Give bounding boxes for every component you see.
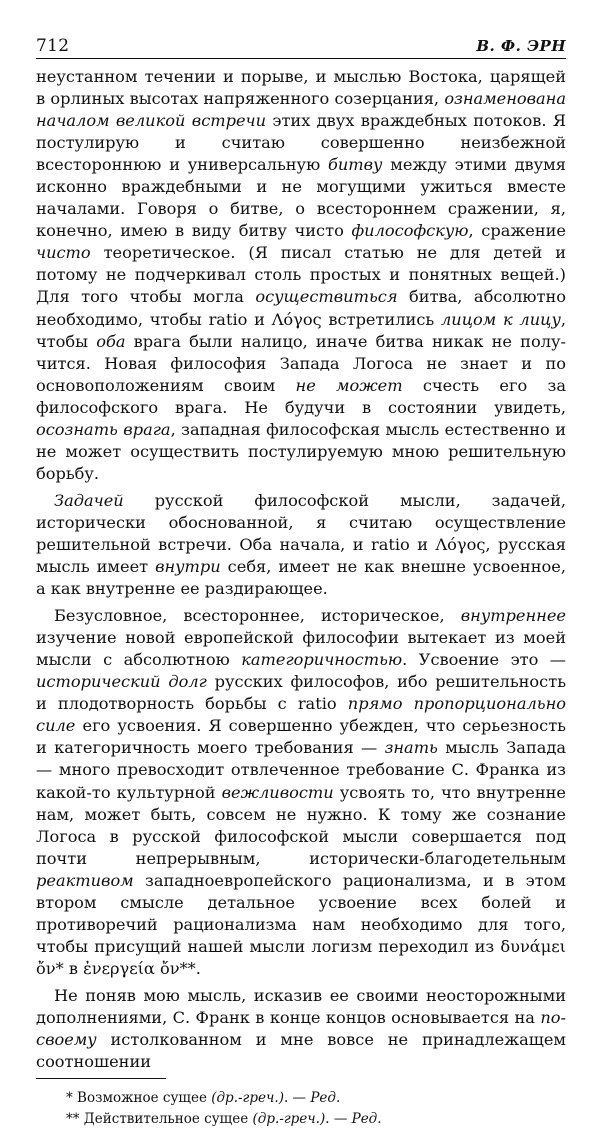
- emphasis-text: философскую: [351, 221, 469, 241]
- text-run: неустанном течении и порыве, и мыслью Востока, царящей в орлиных высотах напряженного созерцания,: [36, 67, 566, 109]
- emphasis-text: реактивом: [36, 870, 134, 890]
- emphasis-text: (др.-греч.): [211, 1090, 284, 1107]
- text-run: между этими двумя исконно враждебными и не могущими ужиться вместе началами. Говоря о битве, о всестороннем сражении, я, конечно, имею в виду битву чисто: [36, 155, 566, 241]
- emphasis-text: знать: [384, 738, 438, 758]
- emphasis-text: (др.-греч.): [252, 1111, 326, 1128]
- text-run: этих двух враждебных потоков. Я постулирую и считаю совершенно неизбежной всестороннюю и универсальную: [36, 111, 566, 175]
- text-run: мысль Запада — много превосходит отвлеченное требование С. Франка из какой-то культурной: [36, 738, 566, 802]
- text-run: , чтобы: [36, 309, 566, 351]
- emphasis-text: осуществиться: [255, 287, 398, 307]
- text-run: счесть его за философского врага. Не будучи в состоянии увидеть,: [36, 375, 567, 417]
- text-run: Не поняв мою мысль, исказив ее своими неосторожными дополнениями, С. Франк в конце концов основывается на: [36, 985, 566, 1027]
- text-run: битва, абсолютно необходимо, чтобы ratio и Λόγος встретились: [36, 287, 567, 329]
- emphasis-text: чисто: [36, 243, 91, 263]
- emphasis-text: категоричностью: [241, 650, 403, 670]
- text-run: себя, имеет не как внешне усвоенное, а как внутренне ее раздирающее.: [36, 557, 566, 599]
- emphasis-text: по-своему: [36, 1007, 566, 1050]
- text-run: Безусловное, всестороннее, историческое,: [54, 606, 461, 626]
- footnote-divider: [36, 1078, 166, 1079]
- text-run: врага были налицо, иначе битва никак не получится. Новая философия Запада Логоса не знает и по основоположениям своим: [36, 331, 566, 395]
- emphasis-text: вежливости: [221, 782, 334, 802]
- footnote: [36, 1109, 566, 1130]
- text-run: , западная философская мысль естественно и не может осуществить постулируемую мною решительную борьбу.: [36, 419, 567, 483]
- emphasis-text: оба: [96, 331, 126, 351]
- paragraph: [36, 66, 566, 485]
- text-run: истолкованном и мне вовсе не принадлежащем соотношении: [36, 1030, 566, 1072]
- text-run: , сражение: [468, 221, 567, 241]
- emphasis-text: Ред.: [310, 1090, 341, 1107]
- text-run: . —: [283, 1090, 311, 1107]
- text-run: западноевропейского рационализма, и в этом втором смысле детальное усвоение всех болей и противоречий рационализма нам необходимо для того, чтобы присущий нашей мысли логизм переходил из δυνάμει ὄν* в ἐνεργεία ὄν**.: [36, 870, 566, 978]
- running-head: [36, 34, 566, 59]
- body-text: [36, 66, 566, 1073]
- text-run: русской философской мысли, задачей, исторически обоснованной, я считаю осуществление решительной встречи. Оба начала, и ratio и Λόγος, русская мысль имеет: [36, 490, 566, 577]
- text-run: . Усвоение это —: [402, 650, 566, 670]
- emphasis-text: внутри: [155, 557, 221, 577]
- page-number: 712: [36, 36, 70, 56]
- paragraph: [36, 605, 566, 980]
- emphasis-text: лицом к лицу: [441, 309, 561, 329]
- emphasis-text: прямо пропорционально силе: [36, 694, 566, 736]
- text-run: . —: [325, 1111, 352, 1128]
- paragraph: [36, 985, 566, 1073]
- emphasis-text: ознаменована началом великой встречи: [36, 89, 566, 131]
- book-page: [36, 34, 566, 1130]
- emphasis-text: Задачей: [54, 490, 124, 510]
- text-run: * Возможное сущее: [66, 1090, 212, 1107]
- footnote: [36, 1088, 566, 1109]
- text-run: теоретическое. (Я писал статью не для детей и потому не подчеркивал столь простых и понятных вещей.) Для того чтобы могла: [36, 243, 566, 307]
- emphasis-text: осознать врага: [36, 419, 171, 439]
- paragraph: [36, 490, 566, 600]
- text-run: ** Действительное сущее: [66, 1111, 253, 1128]
- footnotes: [36, 1088, 566, 1130]
- emphasis-text: не может: [295, 375, 403, 395]
- running-title: В. Ф. ЭРН: [476, 37, 566, 55]
- emphasis-text: исторический долг: [36, 672, 207, 692]
- text-run: русских философов, ибо решительность и плодотворность борьбы с ratio: [36, 672, 567, 714]
- text-run: изучение новой европейской философии вытекает из моей мысли с абсолютною: [36, 628, 566, 670]
- text-run: его усвоения. Я совершенно убежден, что серьезность и категоричность моего требования —: [36, 716, 566, 758]
- emphasis-text: битву: [327, 155, 383, 175]
- text-run: усвоять то, что внутренне нам, может быть, совсем не нужно. К тому же сознание Логоса в русской философской мысли совершается под почти непрерывным, исторически-благодетельным: [36, 782, 566, 868]
- emphasis-text: Ред.: [351, 1111, 382, 1128]
- emphasis-text: внутреннее: [460, 606, 566, 626]
